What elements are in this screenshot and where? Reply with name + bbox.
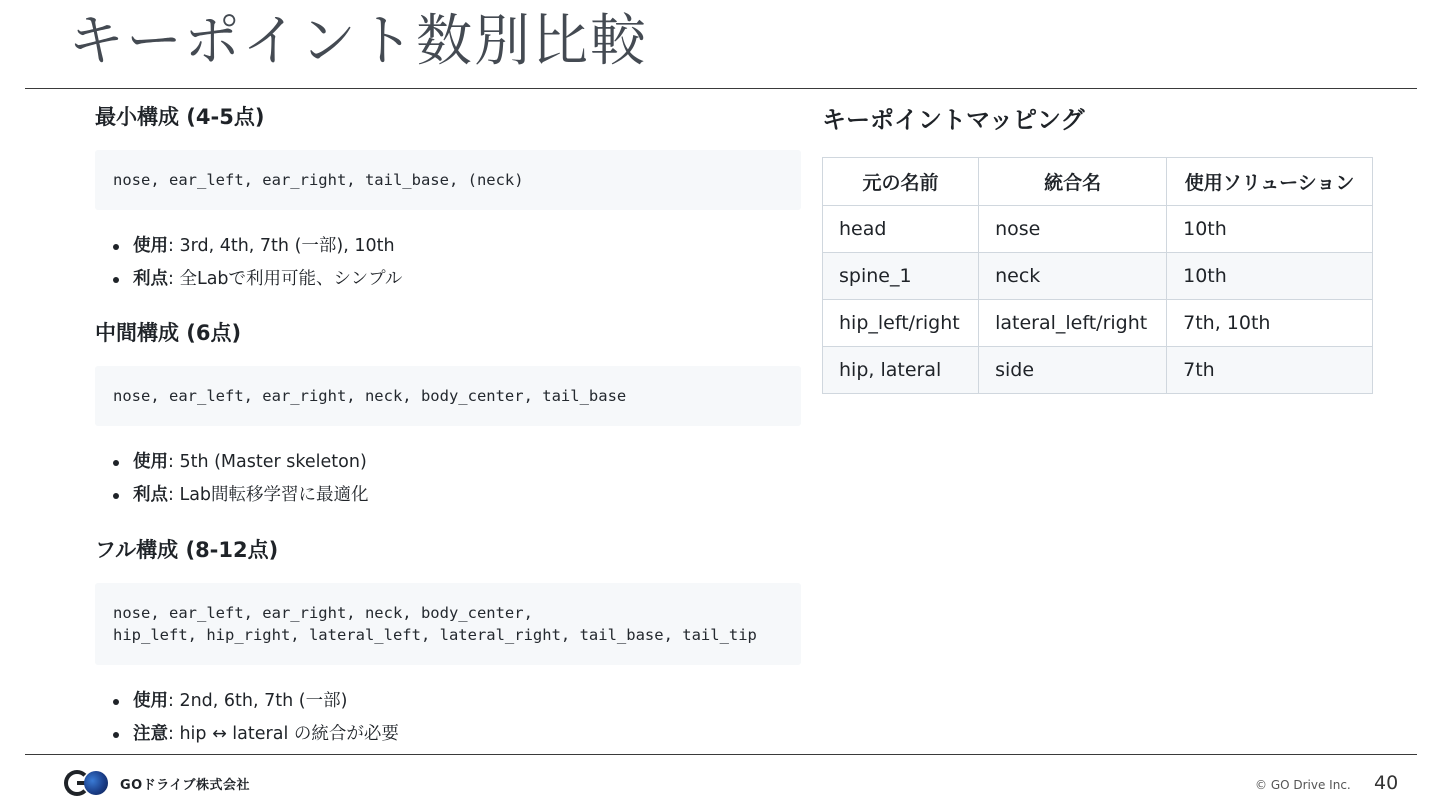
bullet-icon — [113, 699, 119, 705]
bullet-list — [95, 230, 801, 296]
list-item — [113, 479, 801, 512]
bullet-icon — [113, 493, 119, 499]
section-heading: フル構成 (8-12点) — [95, 538, 279, 562]
bullet-text: : hip ↔ lateral の統合が必要 — [168, 724, 399, 744]
code-block: nose, ear_left, ear_right, neck, body_center, tail_base — [95, 366, 801, 426]
table-cell: side — [979, 347, 1167, 394]
bottom-divider — [25, 754, 1417, 755]
list-item — [113, 230, 801, 263]
table-cell: 7th, 10th — [1167, 300, 1373, 347]
bullet-text: : Lab間転移学習に最適化 — [168, 485, 369, 505]
table-header-row — [823, 158, 1373, 206]
mapping-table — [822, 157, 1373, 394]
bullet-text: : 5th (Master skeleton) — [168, 452, 367, 472]
bullet-list — [95, 685, 801, 751]
bullet-key: 利点 — [133, 485, 168, 505]
table-cell: nose — [979, 206, 1167, 253]
section-minimal — [95, 100, 801, 296]
list-item — [113, 263, 801, 296]
bullet-key: 利点 — [133, 269, 168, 289]
top-divider — [25, 88, 1417, 89]
code-block: nose, ear_left, ear_right, neck, body_center, hip_left, hip_right, lateral_left, lateral_right, tail_base, tail_tip — [95, 583, 801, 665]
table-cell: head — [823, 206, 979, 253]
bullet-key: 使用 — [133, 691, 168, 711]
bullet-text: : 2nd, 6th, 7th (一部) — [168, 691, 348, 711]
table-row — [823, 300, 1373, 347]
go-logo-icon — [64, 770, 108, 796]
table-cell: lateral_left/right — [979, 300, 1167, 347]
section-full — [95, 533, 801, 751]
section-heading: 最小構成 (4-5点) — [95, 105, 265, 129]
bullet-text: : 全Labで利用可能、シンプル — [168, 269, 403, 289]
page-number: 40 — [1374, 772, 1399, 794]
company-name: GOドライブ株式会社 — [120, 777, 250, 793]
list-item — [113, 685, 801, 718]
bullet-icon — [113, 277, 119, 283]
table-row — [823, 206, 1373, 253]
table-cell: 10th — [1167, 253, 1373, 300]
table-cell: spine_1 — [823, 253, 979, 300]
slide-title: キーポイント数別比較 — [68, 9, 648, 74]
right-column — [822, 100, 1373, 394]
bullet-icon — [113, 732, 119, 738]
table-cell: neck — [979, 253, 1167, 300]
bullet-text: : 3rd, 4th, 7th (一部), 10th — [168, 236, 395, 256]
table-row — [823, 347, 1373, 394]
column-header: 使用ソリューション — [1167, 158, 1373, 206]
table-row — [823, 253, 1373, 300]
company-logo — [64, 770, 250, 796]
column-header: 元の名前 — [823, 158, 979, 206]
bullet-key: 注意 — [133, 724, 168, 744]
copyright-text: © GO Drive Inc. — [1255, 778, 1351, 792]
section-heading: 中間構成 (6点) — [95, 321, 242, 345]
section-intermediate — [95, 316, 801, 512]
bullet-icon — [113, 460, 119, 466]
bullet-icon — [113, 244, 119, 250]
column-header: 統合名 — [979, 158, 1167, 206]
bullet-key: 使用 — [133, 236, 168, 256]
list-item — [113, 446, 801, 479]
table-cell: 7th — [1167, 347, 1373, 394]
list-item — [113, 718, 801, 751]
table-cell: 10th — [1167, 206, 1373, 253]
code-block: nose, ear_left, ear_right, tail_base, (neck) — [95, 150, 801, 210]
mapping-heading: キーポイントマッピング — [822, 106, 1085, 134]
table-cell: hip, lateral — [823, 347, 979, 394]
bullet-key: 使用 — [133, 452, 168, 472]
bullet-list — [95, 446, 801, 512]
table-cell: hip_left/right — [823, 300, 979, 347]
